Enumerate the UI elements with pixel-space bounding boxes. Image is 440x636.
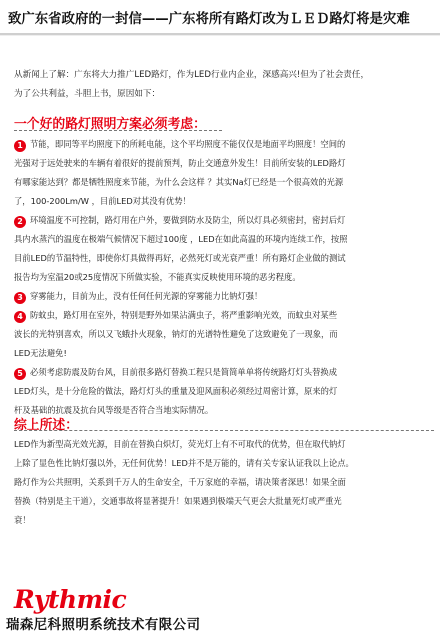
intro-line: 为了公共利益，斗胆上书，原因如下： <box>14 88 161 99</box>
dashed-divider <box>14 130 222 131</box>
number-badge: 4 <box>14 311 26 323</box>
title-divider <box>0 33 440 36</box>
item-line: 波长的光特别喜欢，所以又飞蛾扑火现象，钠灯的光谱特性避免了这致避免了一现象，而 <box>14 329 338 339</box>
summary-line: 路灯作为公共照明，关系到千万人的生命安全，千万家庭的幸福，请决策者深思！如果全面 <box>14 477 346 487</box>
item-line: 了，100-200Lm/W ，目前LED对其没有优势！ <box>14 196 191 206</box>
item-line <box>14 287 438 306</box>
list-item <box>14 306 438 363</box>
item-line <box>14 363 438 382</box>
list-item <box>14 287 438 306</box>
list-item <box>14 363 438 420</box>
item-line: 有哪家能达到？都是牺牲照度来节能，为什么会这样 ？其实Na灯已经是一个很高效的光源 <box>14 177 344 187</box>
item-text: 节能，即同等平均照度下的所耗电能，这个平均照度不能仅仅是地面平均照度！空间的 <box>30 139 346 149</box>
number-badge: 3 <box>14 292 26 304</box>
item-line: 具内水蒸汽的温度在极端气候情况下超过100度 ，LED在如此高温的环境内连续工作，按照 <box>14 234 348 244</box>
item-line: 目前LED的节温特性，即使你灯具做得再好，必然死灯或光衰严重！所有路灯企业做的测试 <box>14 253 346 263</box>
item-line: 报告均为室温20或25度情况下所做实验，不能真实反映使用环境的恶劣程度。 <box>14 272 301 282</box>
company-name: 瑞森尼科照明系统技术有限公司 <box>6 618 201 633</box>
summary-paragraph <box>14 435 438 530</box>
intro-line: 从新闻上了解：广东将大力推广LED路灯，作为LED行业内企业，深感高兴!但为了社会责任， <box>14 70 370 80</box>
list-item <box>14 135 438 211</box>
intro-paragraph <box>14 66 434 103</box>
summary-line: 替换（特别是主干道），交通事故将显著提升！如果遇到极端天气更会大批量死灯或严重光 <box>14 496 342 506</box>
item-line: 光强对于远处驶来的车辆有着很好的提前预判，防止交通意外发生！目前所安装的LED路灯 <box>14 158 346 168</box>
page-title: 致广东省政府的一封信——广东将所有路灯改为ＬＥＤ路灯将是灾难 <box>8 12 410 27</box>
item-text: 防蚊虫，路灯用在室外，特别是野外如果沾满虫子，将严重影响光效，而蚊虫对某些 <box>30 310 337 320</box>
item-line <box>14 306 438 325</box>
list-item <box>14 211 438 287</box>
number-badge: 1 <box>14 140 26 152</box>
company-logo: Rythmic <box>14 585 127 614</box>
summary-line: 衰！ <box>14 515 31 525</box>
item-text: 环境温度不可控制，路灯用在户外，要做到防水及防尘，所以灯具必须密封，密封后灯 <box>30 215 346 225</box>
item-text: 必须考虑防震及防台风，目前很多路灯替换工程只是简简单单将传统路灯灯头替换成 <box>30 367 337 377</box>
item-line: LED无法避免! <box>14 348 67 358</box>
number-badge: 2 <box>14 216 26 228</box>
summary-line: LED作为新型高光效光源，目前在替换白炽灯，荧光灯上有不可取代的优势，但在取代钠灯 <box>14 439 346 449</box>
number-badge: 5 <box>14 368 26 380</box>
section-heading-summary: 综上所述： <box>14 418 78 433</box>
item-line <box>14 211 438 230</box>
item-line <box>14 135 438 154</box>
summary-line: 上除了显色性比钠灯强以外，无任何优势！LED并不是万能的，请有关专家认证我以上论点。 <box>14 458 354 468</box>
dashed-divider <box>14 430 434 431</box>
item-line: 杆及基础的抗震及抗台风等级是否符合当地实际情况。 <box>14 405 214 415</box>
item-text: 穿雾能力，目前为止，没有任何任何光源的穿雾能力比钠灯强！ <box>30 291 263 301</box>
section-heading-considerations: 一个好的路灯照明方案必须考虑： <box>14 117 206 132</box>
item-line: LED灯头，是十分危险的做法，路灯灯头的重量及迎风面积必须经过周密计算，原来的灯 <box>14 386 338 396</box>
considerations-list <box>14 135 438 420</box>
